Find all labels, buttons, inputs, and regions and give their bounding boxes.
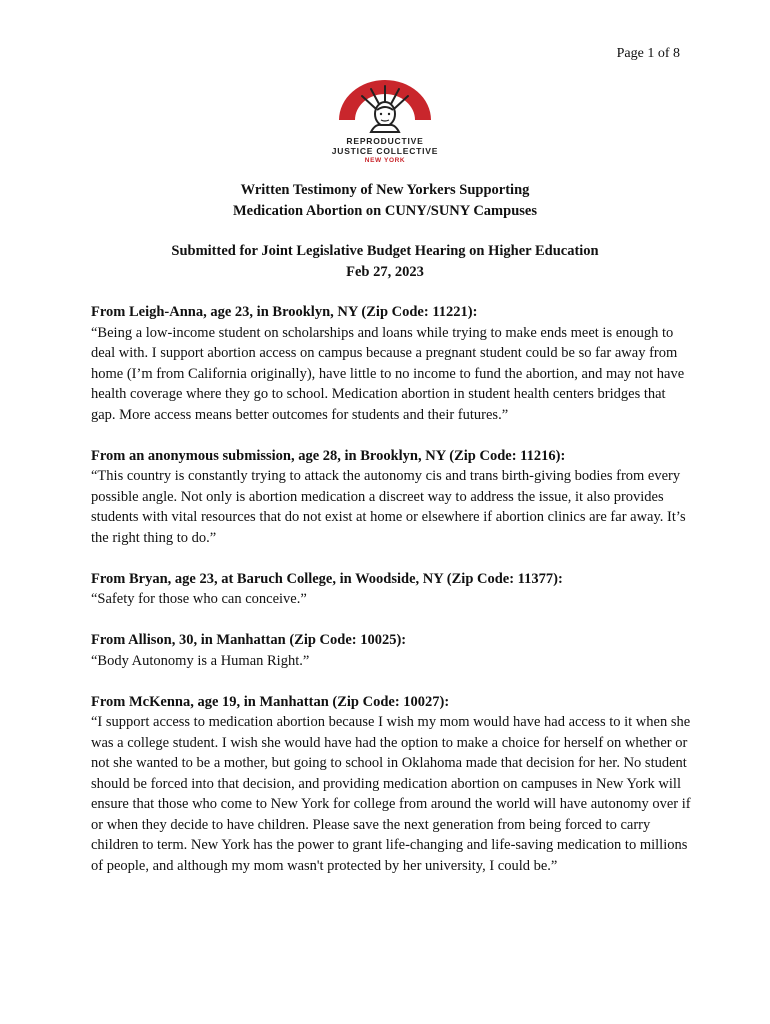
page-number: Page 1 of 8 [616,46,680,61]
testimony-heading: From Allison, 30, in Manhattan (Zip Code: 10025): [91,632,407,648]
testimony-text: “Being a low-income student on scholarships and loans while trying to make ends meet is enough to deal with. I support abortion access on campus because a pregnant student could be so far away from home (I’m from California originally), have little to no income to fund the abortion, and may not have health coverage where they go to school. Medication abortion in student health centers bridges that gap. More access means better outcomes for students and their futures.” [91,324,685,423]
document-title [0,180,770,221]
logo-text-line1: REPRODUCTIVE [346,136,424,146]
testimony-text: “I support access to medication abortion because I wish my mom would have had access to it when she was a college student. I wish she would have had the option to make a choice for herself on whether or not she wanted to be a mother, but going to school in Oklahoma made that decision for her. No student should be forced into that decision, and providing medication abortion on campuses in New York will ensure that those who come to New York for college from around the world will have autonomy over if or when they decide to have children. Please save the next generation from being forced to carry children to term. New York has the power to grant life-changing and life-saving medication to millions of people, and although my mom wasn't protected by her university, I could be.” [91,714,691,874]
logo-text-line2: JUSTICE COLLECTIVE [331,146,439,156]
testimony-heading: From Bryan, age 23, at Baruch College, in Woodside, NY (Zip Code: 11377): [91,570,563,587]
testimony-heading: From Leigh-Anna, age 23, in Brooklyn, NY (Zip Code: 11221): [91,304,478,320]
document-subtitle [0,241,770,282]
testimony-entry [91,446,691,549]
testimony-entry [91,630,691,671]
organization-logo [330,80,440,170]
testimony-heading: From McKenna, age 19, in Manhattan (Zip Code: 10027): [91,693,450,710]
title-line-1: Written Testimony of New Yorkers Supporting [240,182,530,198]
testimony-entry [91,692,691,877]
hearing-date: Feb 27, 2023 [346,263,424,280]
testimony-text: “Safety for those who can conceive.” [91,591,307,607]
testimony-entry [91,302,691,425]
title-line-2: Medication Abortion on CUNY/SUNY Campuses [233,202,537,219]
logo-text-line3: NEW YORK [364,157,406,164]
statue-of-liberty-icon [335,80,435,134]
testimony-list [91,302,691,897]
subtitle-line-1: Submitted for Joint Legislative Budget Hearing on Higher Education [171,243,599,259]
testimony-text: “Body Autonomy is a Human Right.” [91,652,310,669]
testimony-heading: From an anonymous submission, age 28, in Brooklyn, NY (Zip Code: 11216): [91,447,566,464]
testimony-entry [91,569,691,610]
testimony-text: “This country is constantly trying to attack the autonomy cis and trans birth-giving bodies from every possible angle. Not only is abortion medication a discreet way to address the issue, it also provides students with vital resources that do not exist at home or elsewhere if abortion clinics are far away. It’s the right thing to do.” [91,468,686,546]
